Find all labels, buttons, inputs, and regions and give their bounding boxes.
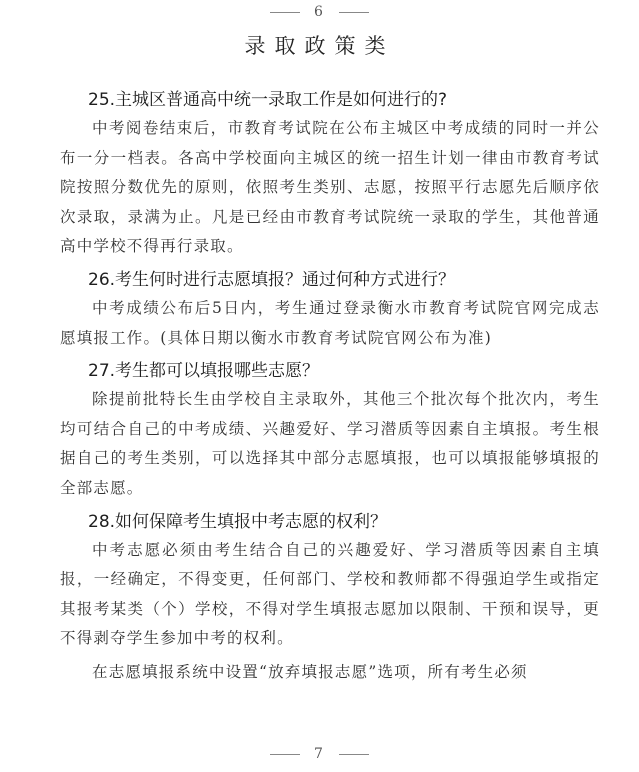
bottom-page-number: [0, 746, 639, 762]
qa-block-26: [60, 266, 600, 353]
page-number-dash-left: [270, 12, 300, 13]
document-body: [60, 86, 600, 692]
page-number-dash-left: [270, 754, 300, 755]
bottom-page-number-text: 7: [314, 746, 325, 762]
top-page-number: [0, 4, 639, 20]
question-heading: 28.如何保障考生填报中考志愿的权利？: [88, 511, 388, 532]
answer-paragraph: 中考成绩公布后5日内，考生通过登录衡水市教育考试院官网完成志愿填报工作。(具体日期以衡水市教育考试院官网公布为准): [60, 298, 600, 347]
answer-paragraph: 中考志愿必须由考生结合自己的兴趣爱好、学习潜质等因素自主填报，一经确定，不得变更，任何部门、学校和教师都不得强迫学生或指定其报考某类（个）学校，不得对学生填报志愿加以限制、干预和误导，更不得剥夺学生参加中考的权利。: [60, 540, 600, 648]
question-heading: 25.主城区普通高中统一录取工作是如何进行的?: [88, 90, 448, 110]
section-title: 录取政策类: [244, 34, 395, 58]
question-heading: 26.考生何时进行志愿填报？通过何种方式进行？: [88, 269, 456, 290]
top-page-number-text: 6: [314, 4, 325, 20]
qa-block-25: [60, 86, 600, 262]
page-number-dash-right: [339, 754, 369, 755]
answer-paragraph: 在志愿填报系统中设置“放弃填报志愿”选项，所有考生必须: [92, 662, 528, 681]
qa-block-27: [60, 357, 600, 503]
qa-block-28: [60, 508, 600, 688]
answer-paragraph: 中考阅卷结束后，市教育考试院在公布主城区中考成绩的同时一并公布一分一档表。各高中学校面向主城区的统一招生计划一律由市教育考试院按照分数优先的原则，依照考生类别、志愿，按照平行志愿先后顺序依次录取，录满为止。凡是已经由市教育考试院统一录取的学生，其他普通高中学校不得再行录取。: [60, 119, 600, 256]
question-heading: 27.考生都可以填报哪些志愿？: [88, 361, 320, 382]
page-number-dash-right: [339, 12, 369, 13]
answer-paragraph: 除提前批特长生由学校自主录取外，其他三个批次每个批次内，考生均可结合自己的中考成绩、兴趣爱好、学习潜质等因素自主填报。考生根据自己的考生类别，可以选择其中部分志愿填报，也可以填报能够填报的全部志愿。: [60, 390, 600, 497]
